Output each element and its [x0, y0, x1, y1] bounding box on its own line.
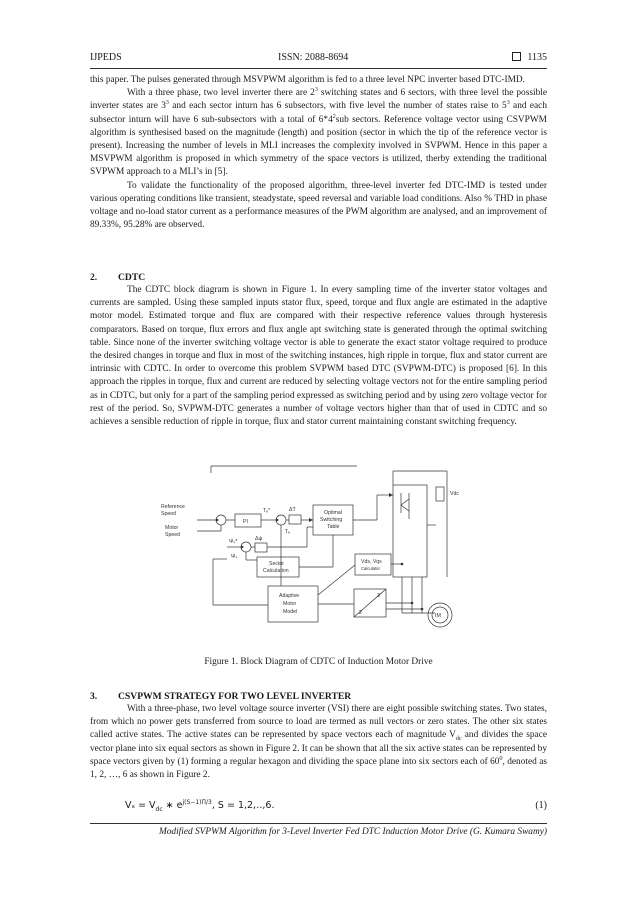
section-3-number: 3. [90, 691, 98, 702]
label-reference-speed-1: Reference [161, 504, 185, 510]
label-amm-1: Adaptive [279, 593, 300, 599]
equation-rhs: , S = 1,2,‥,6. [211, 800, 275, 811]
label-reference-speed-2: Speed [161, 511, 177, 517]
section-3-text [90, 703, 547, 782]
label-delta-psi: Δψ [255, 536, 263, 542]
label-conv-2: 2 [359, 610, 362, 616]
equation-sub: dc [155, 805, 163, 813]
label-vcalc-1: Vds, Vqs [361, 559, 382, 565]
label-motor-speed-1: Motor [165, 525, 179, 531]
section-2-title: CDTC [118, 272, 146, 283]
label-sector-2: Calculation [263, 568, 289, 574]
figure-1-caption: Figure 1. Block Diagram of CDTC of Induction Motor Drive [204, 657, 433, 667]
intro-paragraph-3: To validate the functionality of the proposed algorithm, three-level inverter fed DTC-IMD is tested under various operating conditions like transient, steadystate, speed reversal and variable load conditions. Also % THD in phase voltage and no-load stator current as a performance measures of the PWM algorithm are analysed, and an improvement of 89.33%, 95.28% are observed. [90, 180, 547, 231]
label-ost-2: Switching [320, 517, 343, 523]
section-3-body-c: , denoted as 1, 2, …, 6 as shown in Figure 2. [90, 756, 547, 781]
footer-rule [90, 823, 547, 824]
section-2-text [90, 284, 547, 429]
label-pi: PI [243, 519, 248, 525]
section-3-body-sub: dc [455, 736, 462, 743]
intro-p2-d: and each subsector inturn will have 6 sub-subsectors with a total of 6*4 [90, 101, 547, 125]
intro-text [90, 74, 547, 232]
label-psi-ref: Ψₛ* [229, 539, 238, 545]
pi-controller-block [235, 514, 261, 527]
equation-1-expression [125, 799, 275, 813]
section-3-body-a: With a three-phase, two level voltage source inverter (VSI) there are eight possible switching states. Two states, from which no power gets transferred from source to load are termed as null vectors or zero states. The other six states called active states. The active states can be represented by space vectors each of magnitude V [90, 704, 547, 741]
intro-p2-a: With a three phase, two level inverter there are 2 [127, 88, 315, 99]
label-conv-3: 3 [377, 593, 380, 599]
intro-p2-sup1: 3 [314, 87, 318, 94]
label-delta-t: ΔT [289, 507, 296, 513]
torque-hysteresis-block [289, 515, 301, 524]
label-ost-1: Optimal [324, 510, 342, 516]
label-te-ref: Tₑ* [263, 508, 271, 514]
section-3-body-sup: 0 [499, 755, 503, 762]
label-amm-2: Motor [283, 601, 297, 607]
equation-1 [125, 799, 547, 813]
journal-name: IJPEDS [90, 52, 122, 63]
intro-p2-sup2: 3 [165, 100, 169, 107]
label-amm-3: Model [283, 609, 298, 615]
dc-link-capacitor [436, 487, 444, 501]
section-2-paragraph: The CDTC block diagram is shown in Figure 1. In every sampling time of the inverter stator voltages and currents are sampled. Using these sampled inputs stator flux, speed, torque and flux angle are estimated in the adaptive motor model. Estimated torque and flux are compared with their respective reference values through hysteresis comparators. Based on torque, flux errors and flux angle apt switching state is generated through the optimal switching table. Since none of the inverter switching voltage vector is able to generate the exact stator voltage required to produce the desired changes in torque and flux in most of the switching instances, high ripple in torque, flux and stator current are intrinsic with CDTC. In order to overcome this problem SVPWM based DTC (SVPWM-DTC) is proposed [6]. In this approach the ripples in torque, flux and current are reduced by selecting voltage vectors not for the entire sampling period as in CDTC, but only for a part of the sampling period expressed as switching period and by using zero voltage vector for rest of the period. So, SVPWM-DTC generates a number of voltage vectors higher than that of used in CDTC and so achieves a sensible reduction of ripple in torque, flux and stator current maintaining constant switching frequency. [90, 285, 547, 428]
equation-1-number: (1) [535, 800, 547, 811]
equation-mid: ∗ e [162, 800, 183, 811]
page-header [90, 50, 547, 66]
page-number [512, 50, 547, 66]
intro-paragraph-2 [90, 87, 547, 179]
label-motor-speed-2: Speed [165, 532, 181, 538]
label-te: Tₑ [285, 529, 291, 535]
equation-lhs: Vₛ = V [125, 800, 156, 811]
intro-paragraph-1: this paper. The pulses generated through MSVPWM algorithm is fed to a three level NPC inverter based DTC-IMD. [90, 75, 525, 85]
section-3-paragraph [90, 703, 547, 782]
section-2-number: 2. [90, 272, 98, 283]
block-diagram-svg [157, 465, 473, 635]
page-number-value: 1135 [527, 52, 547, 63]
label-vdc: Vdc [450, 491, 459, 497]
intro-p2-sup4: 2 [332, 113, 336, 120]
sector-calculation-block [257, 557, 299, 577]
inverter-outline [393, 485, 427, 577]
intro-p2-b: switching states and 6 sectors, with three level the possible inverter states are 3 [90, 88, 547, 112]
checkbox-square-icon [512, 52, 521, 61]
figure-1-block-diagram [157, 465, 473, 635]
intro-p2-sup3: 3 [506, 100, 510, 107]
label-motor: IM [435, 613, 441, 619]
label-ost-3: Table [327, 524, 340, 530]
header-rule [90, 68, 547, 69]
page-footer: Modified SVPWM Algorithm for 3-Level Inverter Fed DTC Induction Motor Drive (G. Kumara Swamy) [158, 827, 547, 837]
equation-exponent: j(S−1)Π/3 [182, 798, 212, 806]
label-psi: Ψₛ [231, 554, 238, 560]
label-vcalc-2: Calculator [361, 566, 380, 571]
section-3-heading [90, 690, 351, 703]
section-3-body-b: and divides the space vector plane into six equal sectors as shown in Figure 2. It can be shown that all the six active states can be represented by space vectors given by (1) forming a regular hexagon and dividing the space plane into six sectors each of 60 [90, 730, 547, 767]
label-sector-1: Sector [269, 561, 284, 567]
section-2-heading [90, 271, 145, 284]
flux-hysteresis-block [255, 543, 267, 552]
issn: ISSN: 2088-8694 [278, 52, 349, 63]
section-3-title: CSVPWM STRATEGY FOR TWO LEVEL INVERTER [118, 691, 352, 702]
intro-p2-e: sub sectors. Reference voltage vector using CSVPWM algorithm is synthesised based on the magnitude (length) and position (sector in which the tip of the reference vector is present). Increasing the number of levels in MLI increases the complexity involved in SVPWM. Hence in this paper a MSVPWM algorithm is proposed in which symmetry of the space vectors is utilized, therby extending the traditional SVPWM approach to a MLI’s in [5]. [90, 114, 547, 178]
intro-p2-c: and each sector inturn has 6 subsectors, with five level the number of states raise to 5 [168, 101, 507, 112]
